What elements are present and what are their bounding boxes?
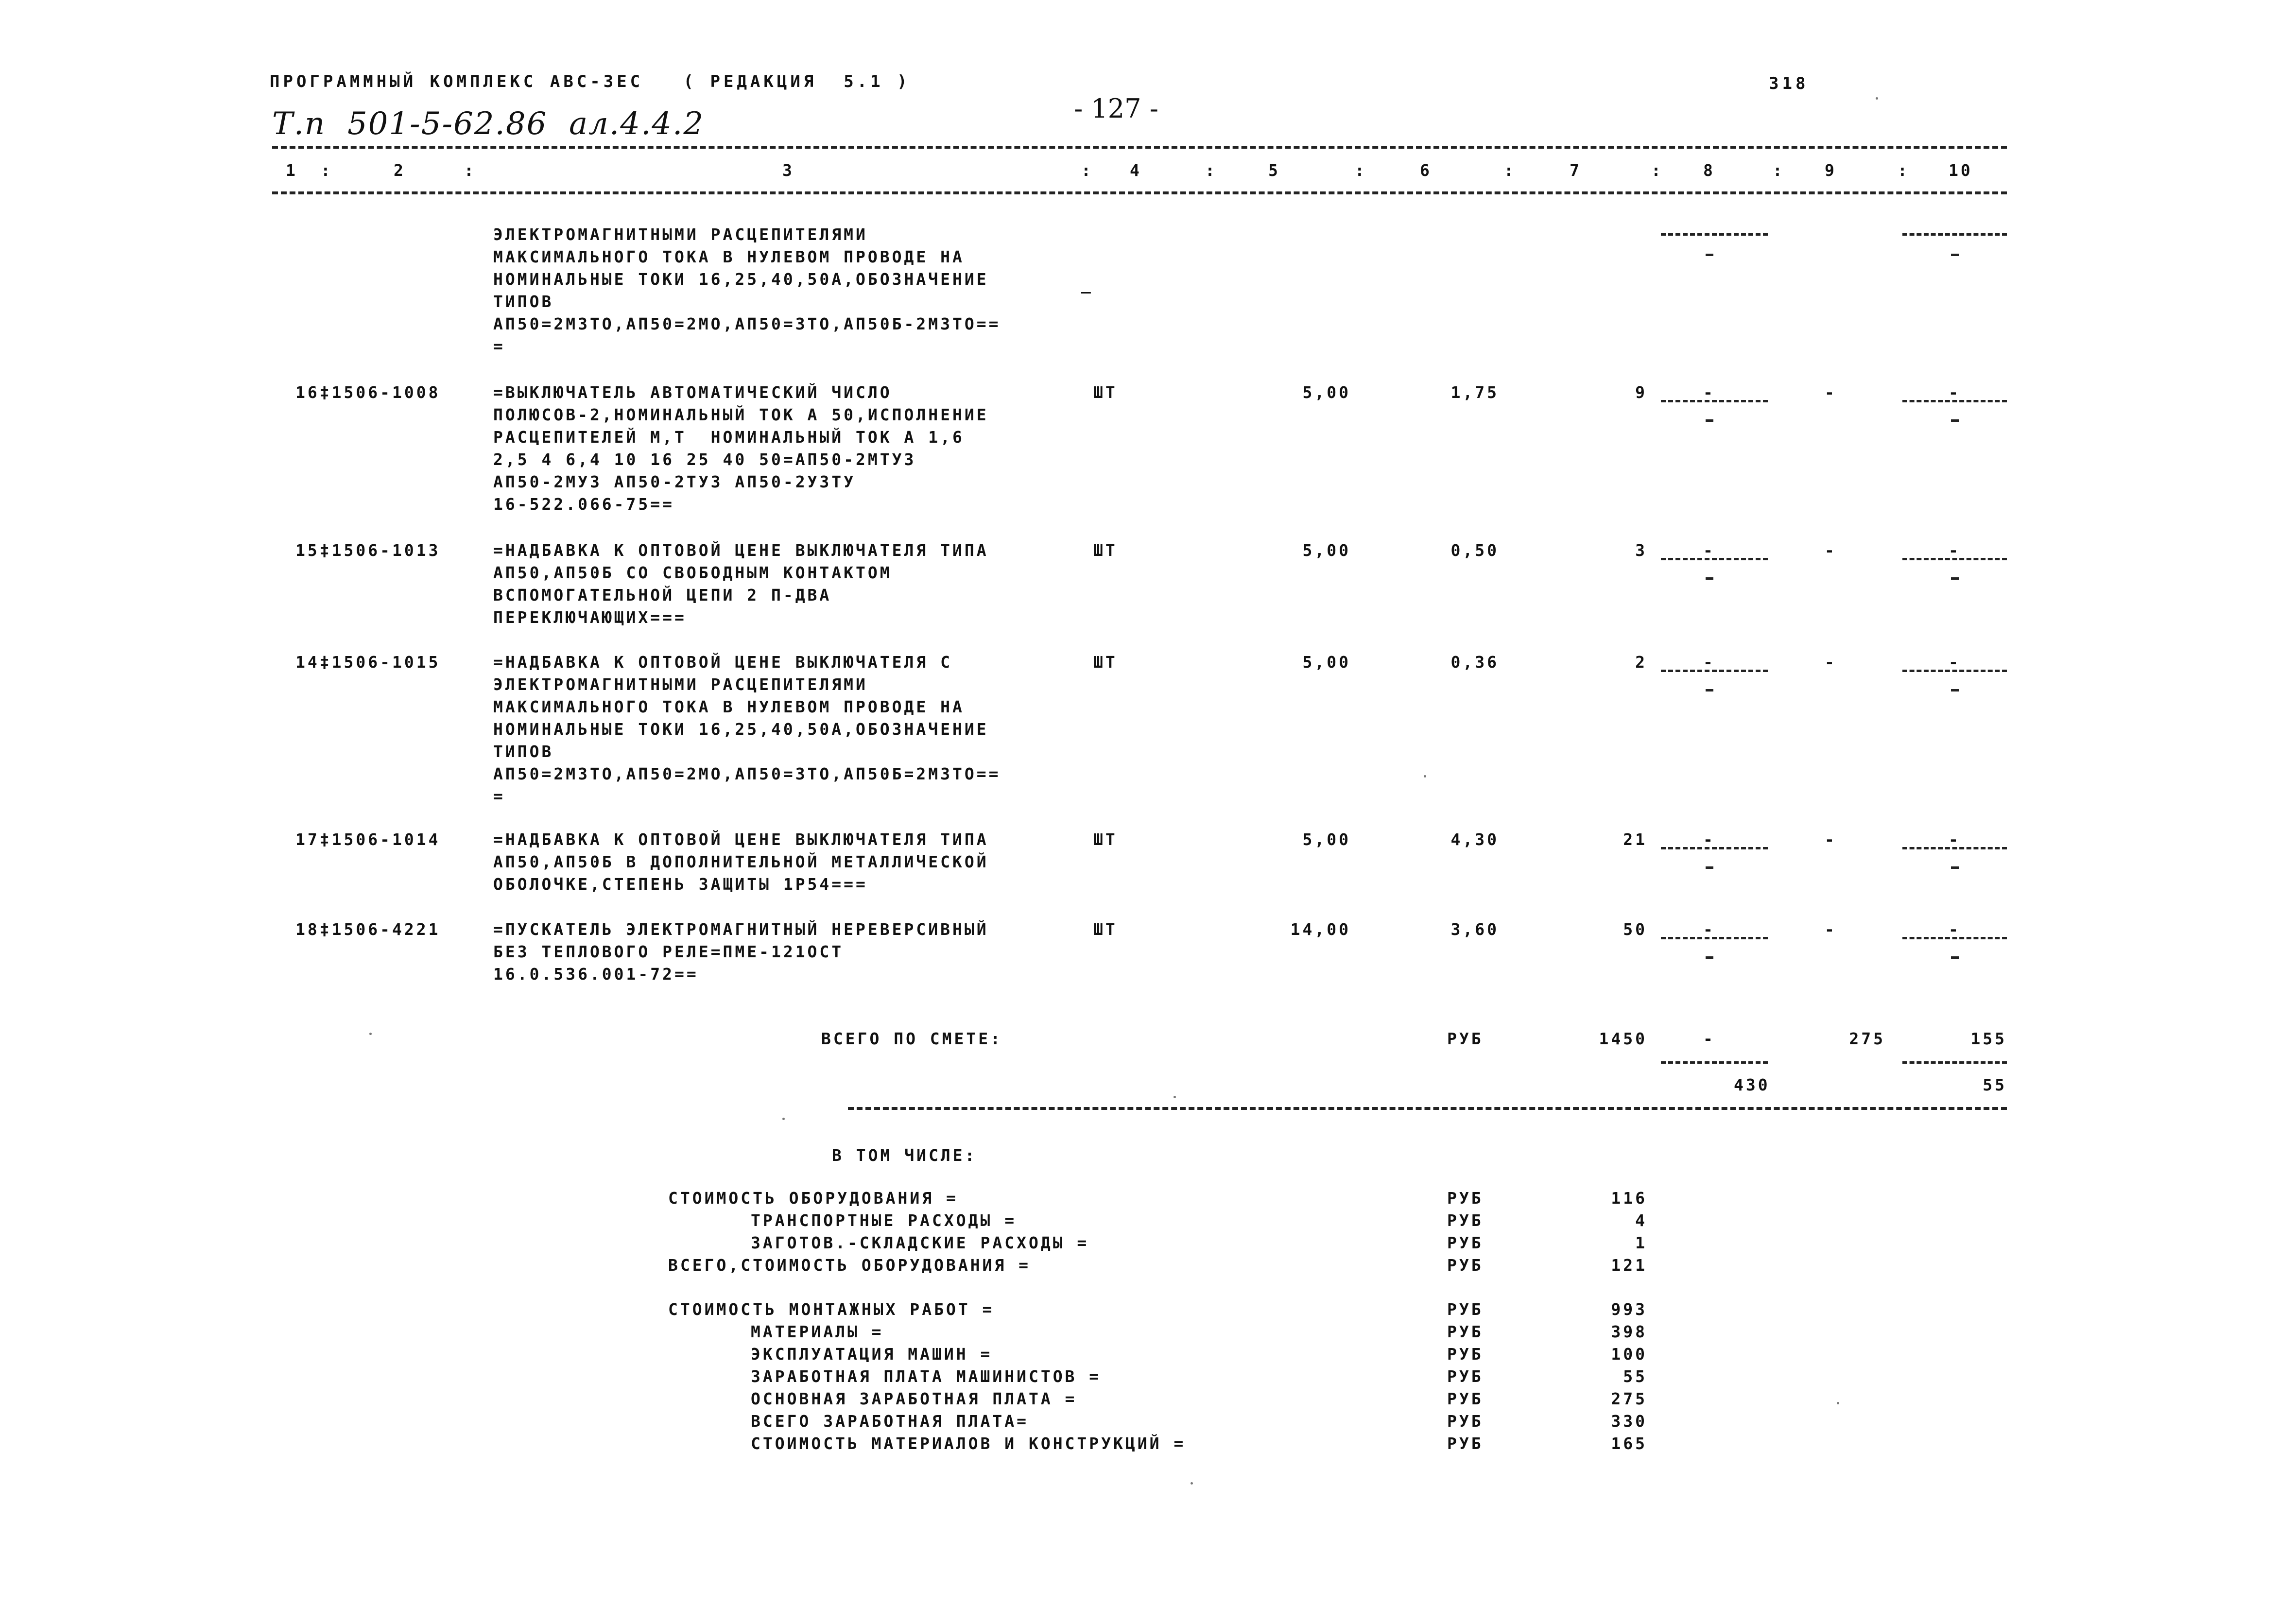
intro-col8-divider xyxy=(1661,233,1768,236)
item-row-4-col10-divider xyxy=(1902,847,2007,849)
document-reference: Т.п 501-5-62.86 ал.4.4.2 xyxy=(272,106,705,142)
item-row-3-description-line: АП50=2М3ТО,АП50=2МО,АП50=3ТО,АП50Б=2М3ТО== xyxy=(493,764,1001,783)
item-row-5-number xyxy=(295,918,440,941)
total-col10-lower: 55 xyxy=(1983,1075,2007,1094)
item-row-5-col8-divider xyxy=(1661,937,1768,939)
item-row-1-col10: - xyxy=(1949,383,1961,402)
breakdown-label: СТОИМОСТЬ МАТЕРИАЛОВ И КОНСТРУКЦИЙ = xyxy=(751,1434,1186,1453)
breakdown-label: ТРАНСПОРТНЫЕ РАСХОДЫ = xyxy=(751,1211,1017,1230)
breakdown-unit: РУБ xyxy=(1447,1434,1484,1453)
item-row-5-col10-lower-mark xyxy=(1951,956,1959,959)
item-row-4-unit: ШТ xyxy=(1093,830,1118,849)
page-number: - 127 - xyxy=(1074,93,1158,124)
scan-speck xyxy=(1191,1482,1193,1485)
breakdown-unit: РУБ xyxy=(1447,1322,1484,1341)
item-row-1-position: 16 xyxy=(295,383,320,402)
item-row-3-description-line: ТИПОВ xyxy=(493,742,554,761)
total-col9: 275 xyxy=(1849,1029,1885,1048)
item-row-5-col9: - xyxy=(1825,920,1837,939)
breakdown-unit: РУБ xyxy=(1447,1389,1484,1408)
breakdown-label: СТОИМОСТЬ МОНТАЖНЫХ РАБОТ = xyxy=(668,1300,995,1319)
item-row-4-col8: - xyxy=(1703,830,1715,849)
item-row-4-col8-lower-mark xyxy=(1706,866,1713,869)
item-row-3-col10: - xyxy=(1949,653,1961,672)
item-row-4-col10-lower-mark xyxy=(1951,866,1959,869)
item-row-5-quantity: 14,00 xyxy=(1290,920,1351,939)
breakdown-label: ВСЕГО,СТОИМОСТЬ ОБОРУДОВАНИЯ = xyxy=(668,1256,1031,1275)
item-row-5-position: 18 xyxy=(295,920,320,939)
item-row-4-col10: - xyxy=(1949,830,1961,849)
sheet-number: 318 xyxy=(1769,74,1809,93)
scan-speck xyxy=(1174,1096,1176,1098)
intro-line: = xyxy=(493,337,505,356)
item-row-5-code: 1506-4221 xyxy=(331,920,441,939)
item-row-5-col10: - xyxy=(1949,920,1961,939)
item-row-3-description-line: =НАДБАВКА К ОПТОВОЙ ЦЕНЕ ВЫКЛЮЧАТЕЛЯ С xyxy=(493,653,952,672)
scan-speck xyxy=(1424,775,1426,778)
breakdown-value: 993 xyxy=(1611,1300,1647,1319)
rule-under-header xyxy=(272,191,2007,194)
item-row-5-description-line: =ПУСКАТЕЛЬ ЭЛЕКТРОМАГНИТНЫЙ НЕРЕВЕРСИВНЫЙ xyxy=(493,920,989,939)
column-header-3: 3 xyxy=(782,161,794,180)
intro-col8-lower-mark xyxy=(1706,254,1713,256)
breakdown-value: 330 xyxy=(1611,1412,1647,1431)
item-row-2-unit-price: 0,50 xyxy=(1450,541,1499,560)
item-row-4-position: 17 xyxy=(295,830,320,849)
item-row-2-col8-divider xyxy=(1661,558,1768,560)
item-row-1-col10-divider xyxy=(1902,400,2007,402)
breakdown-label: СТОИМОСТЬ ОБОРУДОВАНИЯ = xyxy=(668,1189,958,1208)
item-row-4-description-line: =НАДБАВКА К ОПТОВОЙ ЦЕНЕ ВЫКЛЮЧАТЕЛЯ ТИПА xyxy=(493,830,989,849)
scan-speck xyxy=(1837,1402,1839,1404)
total-col10: 155 xyxy=(1970,1029,2007,1048)
column-header-4: 4 xyxy=(1130,161,1142,180)
breakdown-value: 100 xyxy=(1611,1345,1647,1364)
total-col10-divider xyxy=(1902,1061,2007,1064)
item-row-5-col10-divider xyxy=(1902,937,2007,939)
intro-col4-mark: _ xyxy=(1081,275,1093,294)
total-unit: РУБ xyxy=(1447,1029,1484,1048)
breakdown-value: 55 xyxy=(1623,1367,1647,1386)
total-label: ВСЕГО ПО СМЕТЕ: xyxy=(821,1029,1003,1048)
item-row-2-number xyxy=(295,539,440,562)
item-row-2-col8: - xyxy=(1703,541,1715,560)
item-row-2-col8-lower-mark xyxy=(1706,577,1713,580)
column-separator: : xyxy=(1651,161,1663,180)
item-row-2-col9: - xyxy=(1825,541,1837,560)
intro-line: МАКСИМАЛЬНОГО ТОКА В НУЛЕВОМ ПРОВОДЕ НА xyxy=(493,247,965,266)
column-separator: : xyxy=(1898,161,1910,180)
column-separator: : xyxy=(1081,161,1093,180)
item-row-3-unit-price: 0,36 xyxy=(1450,653,1499,672)
item-row-4-number xyxy=(295,829,440,851)
breakdown-value: 398 xyxy=(1611,1322,1647,1341)
item-row-3-description-line: МАКСИМАЛЬНОГО ТОКА В НУЛЕВОМ ПРОВОДЕ НА xyxy=(493,697,965,716)
item-row-2-col10-divider xyxy=(1902,558,2007,560)
intro-col10-lower-mark xyxy=(1951,254,1959,256)
item-row-3-col8-lower-mark xyxy=(1706,689,1713,691)
item-row-1-total: 9 xyxy=(1635,383,1647,402)
column-separator: : xyxy=(1773,161,1785,180)
item-row-1-description-line: РАСЦЕПИТЕЛЕЙ М,Т НОМИНАЛЬНЫЙ ТОК А 1,6 xyxy=(493,428,965,447)
breakdown-unit: РУБ xyxy=(1447,1412,1484,1431)
item-row-3-description-line: = xyxy=(493,787,505,806)
column-separator: : xyxy=(321,161,333,180)
item-row-1-col9: - xyxy=(1825,383,1837,402)
item-row-2-description-line: ВСПОМОГАТЕЛЬНОЙ ЦЕПИ 2 П-ДВА xyxy=(493,586,832,605)
item-row-4-total: 21 xyxy=(1623,830,1647,849)
breakdown-label: МАТЕРИАЛЫ = xyxy=(751,1322,884,1341)
item-row-3-col9: - xyxy=(1825,653,1837,672)
item-row-3-code: 1506-1015 xyxy=(331,653,441,672)
scan-speck xyxy=(369,1033,372,1035)
item-row-5-col8: - xyxy=(1703,920,1715,939)
item-row-3-quantity: 5,00 xyxy=(1302,653,1351,672)
column-header-9: 9 xyxy=(1825,161,1837,180)
item-row-4-divider-mark: ‡ xyxy=(319,830,332,849)
rule-after-total xyxy=(848,1107,2007,1110)
item-row-1-description-line: 16-522.066-75== xyxy=(493,495,675,514)
column-separator: : xyxy=(1355,161,1367,180)
column-header-7: 7 xyxy=(1570,161,1582,180)
column-separator: : xyxy=(464,161,476,180)
item-row-1-description-line: 2,5 4 6,4 10 16 25 40 50=АП50-2МТУ3 xyxy=(493,450,916,469)
item-row-3-position: 14 xyxy=(295,653,320,672)
column-header-6: 6 xyxy=(1420,161,1432,180)
item-row-5-total: 50 xyxy=(1623,920,1647,939)
item-row-2-total: 3 xyxy=(1635,541,1647,560)
item-row-5-description-line: БЕЗ ТЕПЛОВОГО РЕЛЕ=ПМЕ-121ОСТ xyxy=(493,942,844,961)
item-row-3-total: 2 xyxy=(1635,653,1647,672)
breakdown-value: 275 xyxy=(1611,1389,1647,1408)
breakdown-title: В ТОМ ЧИСЛЕ: xyxy=(832,1146,977,1165)
breakdown-value: 1 xyxy=(1635,1233,1647,1252)
breakdown-label: ЗАРАБОТНАЯ ПЛАТА МАШИНИСТОВ = xyxy=(751,1367,1102,1386)
item-row-4-code: 1506-1014 xyxy=(331,830,441,849)
item-row-1-number xyxy=(295,381,440,404)
breakdown-value: 4 xyxy=(1635,1211,1647,1230)
item-row-3-unit: ШТ xyxy=(1093,653,1118,672)
item-row-3-description-line: ЭЛЕКТРОМАГНИТНЫМИ РАСЦЕПИТЕЛЯМИ xyxy=(493,675,868,694)
item-row-1-unit-price: 1,75 xyxy=(1450,383,1499,402)
item-row-1-divider-mark: ‡ xyxy=(319,383,332,402)
item-row-3-col10-lower-mark xyxy=(1951,689,1959,691)
total-col8-lower: 430 xyxy=(1734,1075,1770,1094)
breakdown-unit: РУБ xyxy=(1447,1256,1484,1275)
breakdown-unit: РУБ xyxy=(1447,1189,1484,1208)
item-row-5-description-line: 16.0.536.001-72== xyxy=(493,965,699,984)
item-row-4-col9: - xyxy=(1825,830,1837,849)
total-col8: - xyxy=(1703,1029,1715,1048)
breakdown-label: ЗАГОТОВ.-СКЛАДСКИЕ РАСХОДЫ = xyxy=(751,1233,1089,1252)
breakdown-unit: РУБ xyxy=(1447,1345,1484,1364)
item-row-1-col8-divider xyxy=(1661,400,1768,402)
intro-line: НОМИНАЛЬНЫЕ ТОКИ 16,25,40,50А,ОБОЗНАЧЕНИЕ xyxy=(493,270,989,289)
program-header: ПРОГРАММНЫЙ КОМПЛЕКС АВС-ЗЕС ( РЕДАКЦИЯ 5.1 ) xyxy=(270,72,911,91)
breakdown-value: 116 xyxy=(1611,1189,1647,1208)
item-row-1-quantity: 5,00 xyxy=(1302,383,1351,402)
item-row-2-divider-mark: ‡ xyxy=(319,541,332,560)
column-separator: : xyxy=(1504,161,1516,180)
column-header-2: 2 xyxy=(394,161,406,180)
item-row-2-description-line: =НАДБАВКА К ОПТОВОЙ ЦЕНЕ ВЫКЛЮЧАТЕЛЯ ТИПА xyxy=(493,541,989,560)
item-row-1-col8-lower-mark xyxy=(1706,419,1713,422)
column-header-5: 5 xyxy=(1268,161,1280,180)
item-row-1-description-line: ПОЛЮСОВ-2,НОМИНАЛЬНЫЙ ТОК А 50,ИСПОЛНЕНИЕ xyxy=(493,405,989,424)
item-row-2-description-line: ПЕРЕКЛЮЧАЮЩИХ=== xyxy=(493,608,687,627)
item-row-3-description-line: НОМИНАЛЬНЫЕ ТОКИ 16,25,40,50А,ОБОЗНАЧЕНИЕ xyxy=(493,720,989,739)
item-row-4-description-line: ОБОЛОЧКЕ,СТЕПЕНЬ ЗАЩИТЫ 1Р54=== xyxy=(493,875,868,894)
item-row-3-number xyxy=(295,651,440,674)
breakdown-unit: РУБ xyxy=(1447,1233,1484,1252)
column-header-10: 10 xyxy=(1949,161,1973,180)
item-row-1-unit: ШТ xyxy=(1093,383,1118,402)
item-row-2-position: 15 xyxy=(295,541,320,560)
total-col7: 1450 xyxy=(1599,1029,1647,1048)
intro-line: ТИПОВ xyxy=(493,292,554,311)
breakdown-unit: РУБ xyxy=(1447,1300,1484,1319)
breakdown-unit: РУБ xyxy=(1447,1211,1484,1230)
item-row-2-col10: - xyxy=(1949,541,1961,560)
column-separator: : xyxy=(1205,161,1217,180)
scan-speck xyxy=(1876,97,1878,100)
item-row-4-col8-divider xyxy=(1661,847,1768,849)
item-row-3-divider-mark: ‡ xyxy=(319,653,332,672)
item-row-1-col8: - xyxy=(1703,383,1715,402)
intro-col10-divider xyxy=(1902,233,2007,236)
item-row-1-code: 1506-1008 xyxy=(331,383,441,402)
item-row-2-unit: ШТ xyxy=(1093,541,1118,560)
item-row-3-col10-divider xyxy=(1902,670,2007,672)
item-row-5-divider-mark: ‡ xyxy=(319,920,332,939)
item-row-2-code: 1506-1013 xyxy=(331,541,441,560)
item-row-1-col10-lower-mark xyxy=(1951,419,1959,422)
intro-line: АП50=2М3ТО,АП50=2МО,АП50=3ТО,АП50Б-2М3ТО== xyxy=(493,314,1001,333)
column-header-1: 1 xyxy=(286,161,298,180)
breakdown-label: ОСНОВНАЯ ЗАРАБОТНАЯ ПЛАТА = xyxy=(751,1389,1077,1408)
breakdown-label: ЭКСПЛУАТАЦИЯ МАШИН = xyxy=(751,1345,993,1364)
item-row-5-unit-price: 3,60 xyxy=(1450,920,1499,939)
item-row-1-description-line: АП50-2МУ3 АП50-2ТУ3 АП50-2У3ТУ xyxy=(493,472,856,491)
item-row-3-col8: - xyxy=(1703,653,1715,672)
item-row-4-quantity: 5,00 xyxy=(1302,830,1351,849)
breakdown-value: 121 xyxy=(1611,1256,1647,1275)
breakdown-unit: РУБ xyxy=(1447,1367,1484,1386)
item-row-4-unit-price: 4,30 xyxy=(1450,830,1499,849)
scan-speck xyxy=(782,1118,785,1120)
item-row-4-description-line: АП50,АП50Б В ДОПОЛНИТЕЛЬНОЙ МЕТАЛЛИЧЕСКОЙ xyxy=(493,852,989,871)
item-row-5-unit: ШТ xyxy=(1093,920,1118,939)
breakdown-value: 165 xyxy=(1611,1434,1647,1453)
intro-line: ЭЛЕКТРОМАГНИТНЫМИ РАСЦЕПИТЕЛЯМИ xyxy=(493,225,868,244)
item-row-2-col10-lower-mark xyxy=(1951,577,1959,580)
item-row-1-description-line: =ВЫКЛЮЧАТЕЛЬ АВТОМАТИЧЕСКИЙ ЧИСЛО xyxy=(493,383,892,402)
item-row-5-col8-lower-mark xyxy=(1706,956,1713,959)
item-row-2-description-line: АП50,АП50Б СО СВОБОДНЫМ КОНТАКТОМ xyxy=(493,563,892,582)
item-row-3-col8-divider xyxy=(1661,670,1768,672)
total-col8-divider xyxy=(1661,1061,1768,1064)
column-header-8: 8 xyxy=(1703,161,1715,180)
breakdown-label: ВСЕГО ЗАРАБОТНАЯ ПЛАТА= xyxy=(751,1412,1029,1431)
rule-top xyxy=(272,146,2007,149)
item-row-2-quantity: 5,00 xyxy=(1302,541,1351,560)
